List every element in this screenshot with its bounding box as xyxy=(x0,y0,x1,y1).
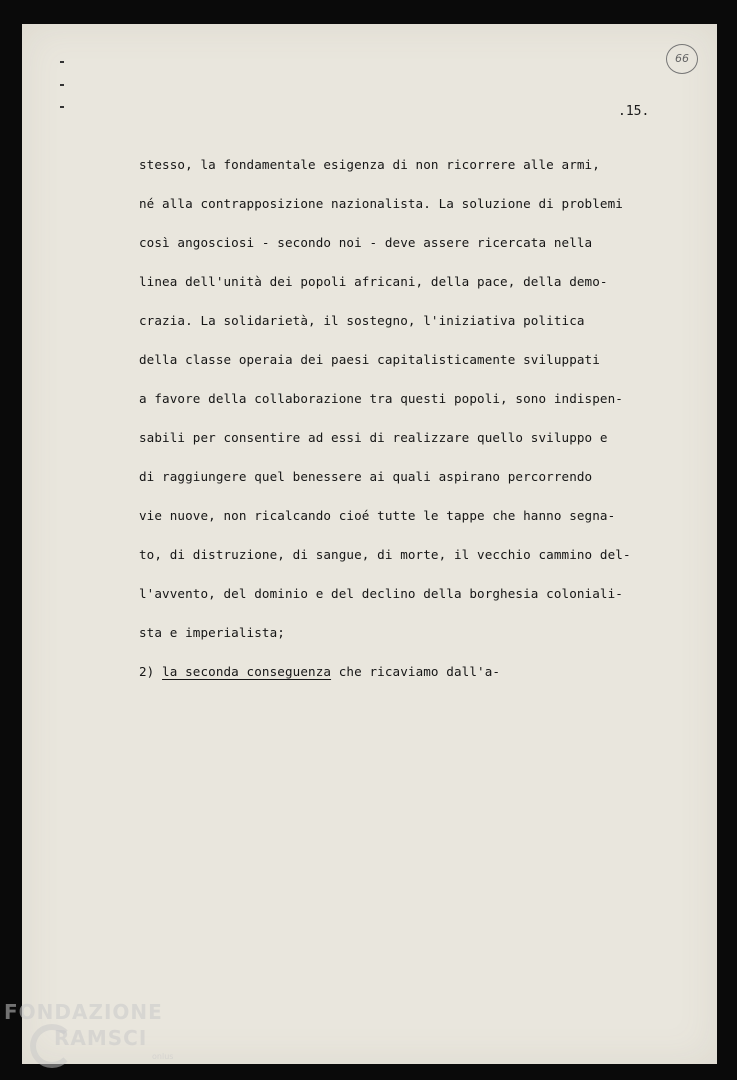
text-line: sta e imperialista; xyxy=(139,625,285,640)
underlined-phrase: la seconda conseguenza xyxy=(162,664,332,679)
text-line: vie nuove, non ricalcando cioé tutte le tappe che hanno segna- xyxy=(139,508,616,523)
text-line: l'avvento, del dominio e del declino della borghesia coloniali- xyxy=(139,586,623,601)
fondazione-gramsci-watermark xyxy=(4,998,194,1078)
punch-mark xyxy=(60,61,64,63)
punch-mark xyxy=(60,84,64,86)
page-number: .15. xyxy=(618,104,650,119)
text-line: crazia. La solidarietà, il sostegno, l'iniziativa politica xyxy=(139,313,585,328)
watermark-onlus: onlus xyxy=(152,1052,174,1061)
archive-number-stamp: 66 xyxy=(666,44,698,74)
text-line: di raggiungere quel benessere ai quali aspirano percorrendo xyxy=(139,469,593,484)
text-line: sabili per consentire ad essi di realizzare quello sviluppo e xyxy=(139,430,608,445)
list-item-2 xyxy=(139,664,500,679)
text-line: linea dell'unità dei popoli africani, della pace, della demo- xyxy=(139,274,608,289)
punch-mark xyxy=(60,106,64,108)
text-line: né alla contrapposizione nazionalista. La soluzione di problemi xyxy=(139,196,623,211)
show-through-text xyxy=(82,798,682,833)
text-line: a favore della collaborazione tra questi popoli, sono indispen- xyxy=(139,391,623,406)
text-line: della classe operaia dei paesi capitalisticamente sviluppati xyxy=(139,352,600,367)
text-line: stesso, la fondamentale esigenza di non ricorrere alle armi, xyxy=(139,157,600,172)
watermark-line2: RAMSCI xyxy=(54,1026,148,1050)
text-line: così angosciosi - secondo noi - deve assere ricercata nella xyxy=(139,235,593,250)
text-line: to, di distruzione, di sangue, di morte, il vecchio cammino del- xyxy=(139,547,631,562)
document-page xyxy=(22,24,717,1064)
watermark-line1: FONDAZIONE xyxy=(4,1000,163,1024)
list-marker: 2) xyxy=(139,664,163,679)
line-continuation: che ricaviamo dall'a- xyxy=(331,664,501,679)
